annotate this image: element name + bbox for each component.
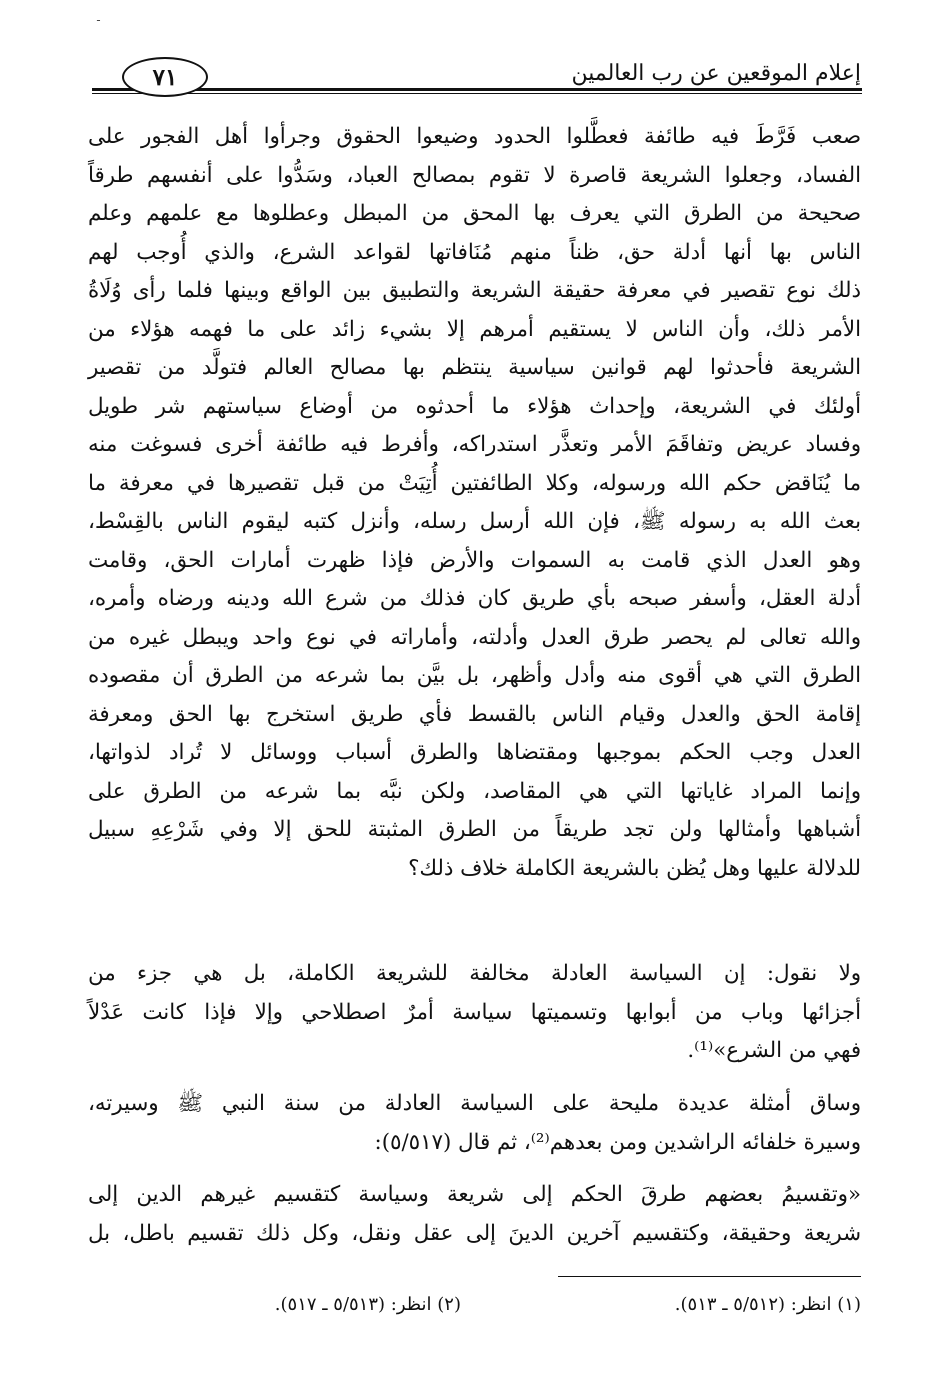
text-line: ولا نقول: إن السياسة العادلة مخالفة للشريعة الكاملة، بل هي جزء من bbox=[88, 961, 861, 986]
text-line: والله تعالى لم يحصر طرق العدل وأدلته، وأماراته في نوع واحد ويبطل غيره من bbox=[88, 624, 861, 650]
text-line: إقامة الحق والعدل وقيام الناس بالقسط فأي طريق استخرج بها الحق ومعرفة bbox=[88, 701, 861, 727]
text-line: وفساد عريض وتفاقَمَ الأمر وتعذَّر استدراكه، وأفرط فيه طائفة أخرى فسوغت منه bbox=[88, 432, 861, 457]
running-header-title: إعلام الموقعين عن رب العالمين bbox=[571, 61, 861, 86]
text-line: الأمر ذلك، وأن الناس لا يستقيم أمرهم إلا بشيء زائد على ما فهمه هؤلاء من bbox=[88, 316, 861, 342]
header-rule-thick bbox=[92, 88, 862, 91]
text-line: وهو العدل الذي قامت به السموات والأرض فإذا ظهرت أمارات الحق، وقامت bbox=[88, 547, 861, 573]
footnote-2: (٢) انظر: (٥/٥١٣ ـ ٥١٧). bbox=[274, 1294, 461, 1315]
paragraph-1 bbox=[88, 118, 861, 888]
text-line: الشريعة فأحدثوا لهم قوانين سياسية ينتظم بها مصالح العالم فتولَّد من تقصير bbox=[88, 355, 861, 380]
text-line: أشباهها وأمثالها ولن تجد طريقاً من الطرق المثبتة للحق إلا وفي شَرْعِهِ سبيل bbox=[88, 817, 861, 842]
footnotes bbox=[88, 1290, 861, 1324]
text-line: «وتقسيمُ بعضهم طرقَ الحكم إلى شريعة وسياسة كتقسيم غيرهم الدين إلى bbox=[88, 1182, 861, 1207]
text-line: الناس بها أنها أدلة حق، ظناً منهم مُنَافاتها لقواعد الشرع، والذي أُوجب لهم bbox=[88, 239, 861, 265]
text-line: فهي من الشرع»⁽¹⁾. bbox=[687, 1038, 861, 1063]
text-line: وساق أمثلة عديدة مليحة على السياسة العادلة من سنة النبي ﷺ وسيرته، bbox=[88, 1091, 861, 1116]
header-rule-thin bbox=[92, 93, 862, 94]
text-line: شريعة وحقيقة، وكتقسيم آخرين الدينَ إلى عقل ونقل، وكل ذلك تقسيم باطل، بل bbox=[88, 1220, 861, 1246]
text-line: صحيحة من الطرق التي يعرف بها المحق من المبطل وعطلوها مع علمهم وعلم bbox=[88, 201, 861, 226]
page-number: ٧١ bbox=[122, 57, 208, 97]
footnote-divider bbox=[558, 1276, 861, 1277]
text-line: ذلك نوع تقصير في معرفة حقيقة الشريعة والتطبيق بين الواقع وبينها فلما رأى وُلَاةُ bbox=[88, 278, 861, 303]
scan-mark: ـ bbox=[97, 13, 100, 24]
text-line: صعب فَرَّطَ فيه طائفة فعطَّلوا الحدود وضيعوا الحقوق وجرأوا أهل الفجور على bbox=[88, 124, 861, 149]
text-line: أجزائها وباب من أبوابها وتسميتها سياسة أمرٌ اصطلاحي وإلا فإذا كانت عَدْلاً bbox=[88, 999, 861, 1025]
text-line: ما يُنَاقض حكم الله ورسوله، وكلا الطائفتين أُتِيَتْ من قبل تقصيرها في معرفة ما bbox=[88, 470, 861, 496]
text-line: العدل وجب الحكم بموجبها ومقتضاها والطرق أسباب ووسائل لا تُراد لذواتها، bbox=[88, 740, 861, 765]
text-line: أولئك في الشريعة، وإحداث هؤلاء ما أحدثوه من أوضاع سياستهم شر طويل bbox=[88, 393, 861, 419]
text-line: وإنما المراد غاياتها التي هي المقاصد، ولكن نبَّه بما شرعه من الطرق على bbox=[88, 778, 861, 804]
text-line: وسيرة خلفائه الراشدين ومن بعدهم⁽²⁾، ثم قال (٥/٥١٧): bbox=[374, 1129, 861, 1155]
text-line: للدلالة عليها وهل يُظن بالشريعة الكاملة خلاف ذلك؟ bbox=[408, 855, 861, 881]
paragraph-4 bbox=[88, 1176, 861, 1253]
paragraph-2 bbox=[88, 955, 861, 1071]
footnote-1: (١) انظر: (٥/٥١٢ ـ ٥١٣). bbox=[674, 1294, 861, 1315]
text-line: أدلة العقل، وأسفر صبحه بأي طريق كان فذلك من شرع الله ودينه ورضاه وأمره، bbox=[88, 586, 861, 611]
text-line: الطرق التي هي أقوى منه وأدل وأظهر، بل بيَّن بما شرعه من الطرق أن مقصوده bbox=[88, 663, 861, 688]
text-line: الفساد، وجعلوا الشريعة قاصرة لا تقوم بمصالح العباد، وسَدُّوا على أنفسهم طرقاً bbox=[88, 162, 861, 188]
text-line: بعث الله به رسوله ﷺ، فإن الله أرسل رسله، وأنزل كتبه ليقوم الناس بالقِسْط، bbox=[88, 509, 861, 534]
paragraph-3 bbox=[88, 1085, 861, 1162]
